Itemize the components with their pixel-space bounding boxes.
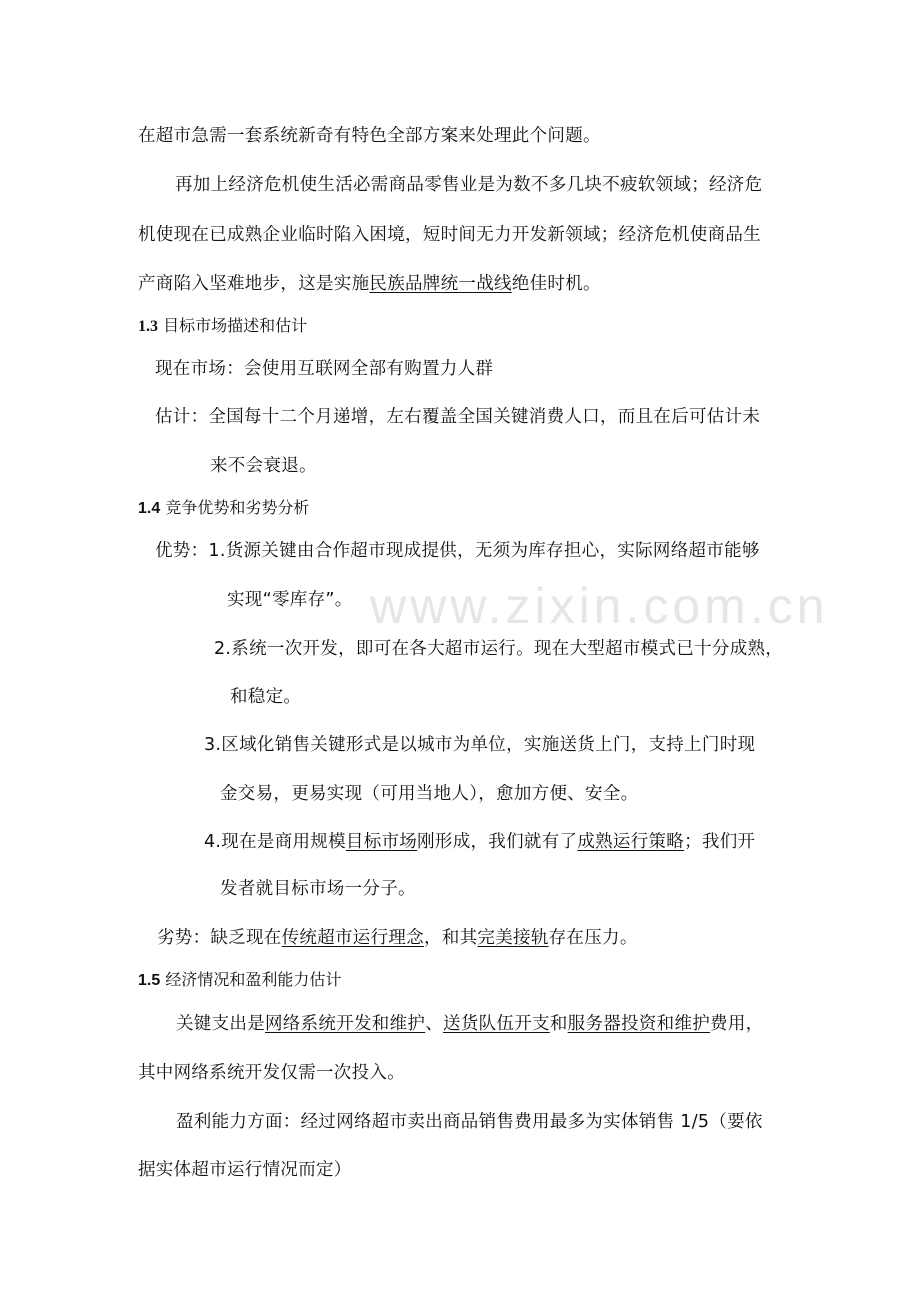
text-run: ；我们开 — [684, 832, 756, 852]
text-run: 存在压力。 — [548, 928, 638, 948]
paragraph-line — [138, 272, 601, 296]
paragraph-line: 现在市场：会使用互联网全部有购置力人群 — [155, 359, 494, 379]
section-number: 1.4 — [138, 500, 161, 517]
text-run: ，和其 — [424, 928, 478, 948]
paragraph-line: 和稳定。 — [230, 687, 302, 707]
paragraph-line: 机使现在已成熟企业临时陷入困境，短时间无力开发新领域；经济危机使商品生 — [138, 225, 761, 245]
section-number: 1.3 — [138, 318, 158, 335]
text-run: 刚形成，我们就有了 — [417, 832, 578, 852]
underlined-term: 服务器投资和维护 — [567, 1014, 711, 1034]
section-heading-1-5 — [138, 969, 341, 992]
paragraph-line: 盈利能力方面：经过网络超市卖出商品销售费用最多为实体销售 1/5（要依 — [176, 1112, 763, 1132]
paragraph-line: 再加上经济危机使生活必需商品零售业是为数不多几块不疲软领域；经济危 — [175, 175, 763, 195]
underlined-term: 送货队伍开支 — [443, 1014, 550, 1034]
text-run: 费用， — [710, 1014, 764, 1034]
text-run: 、 — [425, 1014, 444, 1034]
text-run: 和 — [549, 1014, 568, 1034]
underlined-term: 目标市场 — [345, 832, 418, 852]
paragraph-line — [176, 1012, 763, 1036]
paragraph-line: 估计：全国每十二个月递增，左右覆盖全国关键消费人口，而且在后可估计未 — [155, 407, 761, 427]
underlined-term: 完美接轨 — [477, 928, 549, 948]
paragraph-line: 来不会衰退。 — [210, 456, 317, 476]
paragraph-line: 3.区域化销售关键形式是以城市为单位，实施送货上门，支持上门时现 — [204, 735, 756, 755]
text-run: 劣势：缺乏现在 — [157, 928, 282, 948]
paragraph-line: 2.系统一次开发，即可在各大超市运行。现在大型超市模式已十分成熟， — [214, 639, 784, 659]
paragraph-line: 金交易，更易实现（可用当地人），愈加方便、安全。 — [220, 784, 639, 804]
section-heading-1-4 — [138, 497, 309, 520]
watermark: www.zixin.com.cn — [370, 578, 829, 634]
section-title: 目标市场描述和估计 — [158, 316, 308, 335]
paragraph-line: 在超市急需一套系统新奇有特色全部方案来处理此个问题。 — [138, 126, 601, 146]
text-run: 绝佳时机。 — [511, 274, 601, 294]
text-run: 4.现在是商用规模 — [204, 832, 346, 852]
section-title: 经济情况和盈利能力估计 — [160, 970, 342, 989]
section-title: 竞争优势和劣势分析 — [160, 498, 310, 517]
underlined-term: 传统超市运行理念 — [281, 928, 425, 948]
paragraph-line: 其中网络系统开发仅需一次投入。 — [138, 1063, 405, 1083]
section-heading-1-3 — [138, 315, 307, 338]
text-run: 关键支出是 — [176, 1014, 265, 1034]
paragraph-line — [157, 926, 638, 950]
section-number: 1.5 — [138, 972, 161, 989]
underlined-term: 网络系统开发和维护 — [265, 1014, 426, 1034]
paragraph-line — [204, 830, 755, 854]
paragraph-line: 据实体超市运行情况而定） — [138, 1160, 352, 1180]
text-run: 产商陷入坚难地步，这是实施 — [138, 274, 370, 294]
paragraph-line: 发者就目标市场一分子。 — [220, 879, 416, 899]
underlined-term: 成熟运行策略 — [577, 832, 685, 852]
paragraph-line: 优势：1.货源关键由合作超市现成提供，无须为库存担心，实际网络超市能够 — [155, 541, 760, 561]
underlined-term: 民族品牌统一战线 — [369, 274, 512, 294]
paragraph-line: 实现“零库存”。 — [227, 590, 353, 610]
